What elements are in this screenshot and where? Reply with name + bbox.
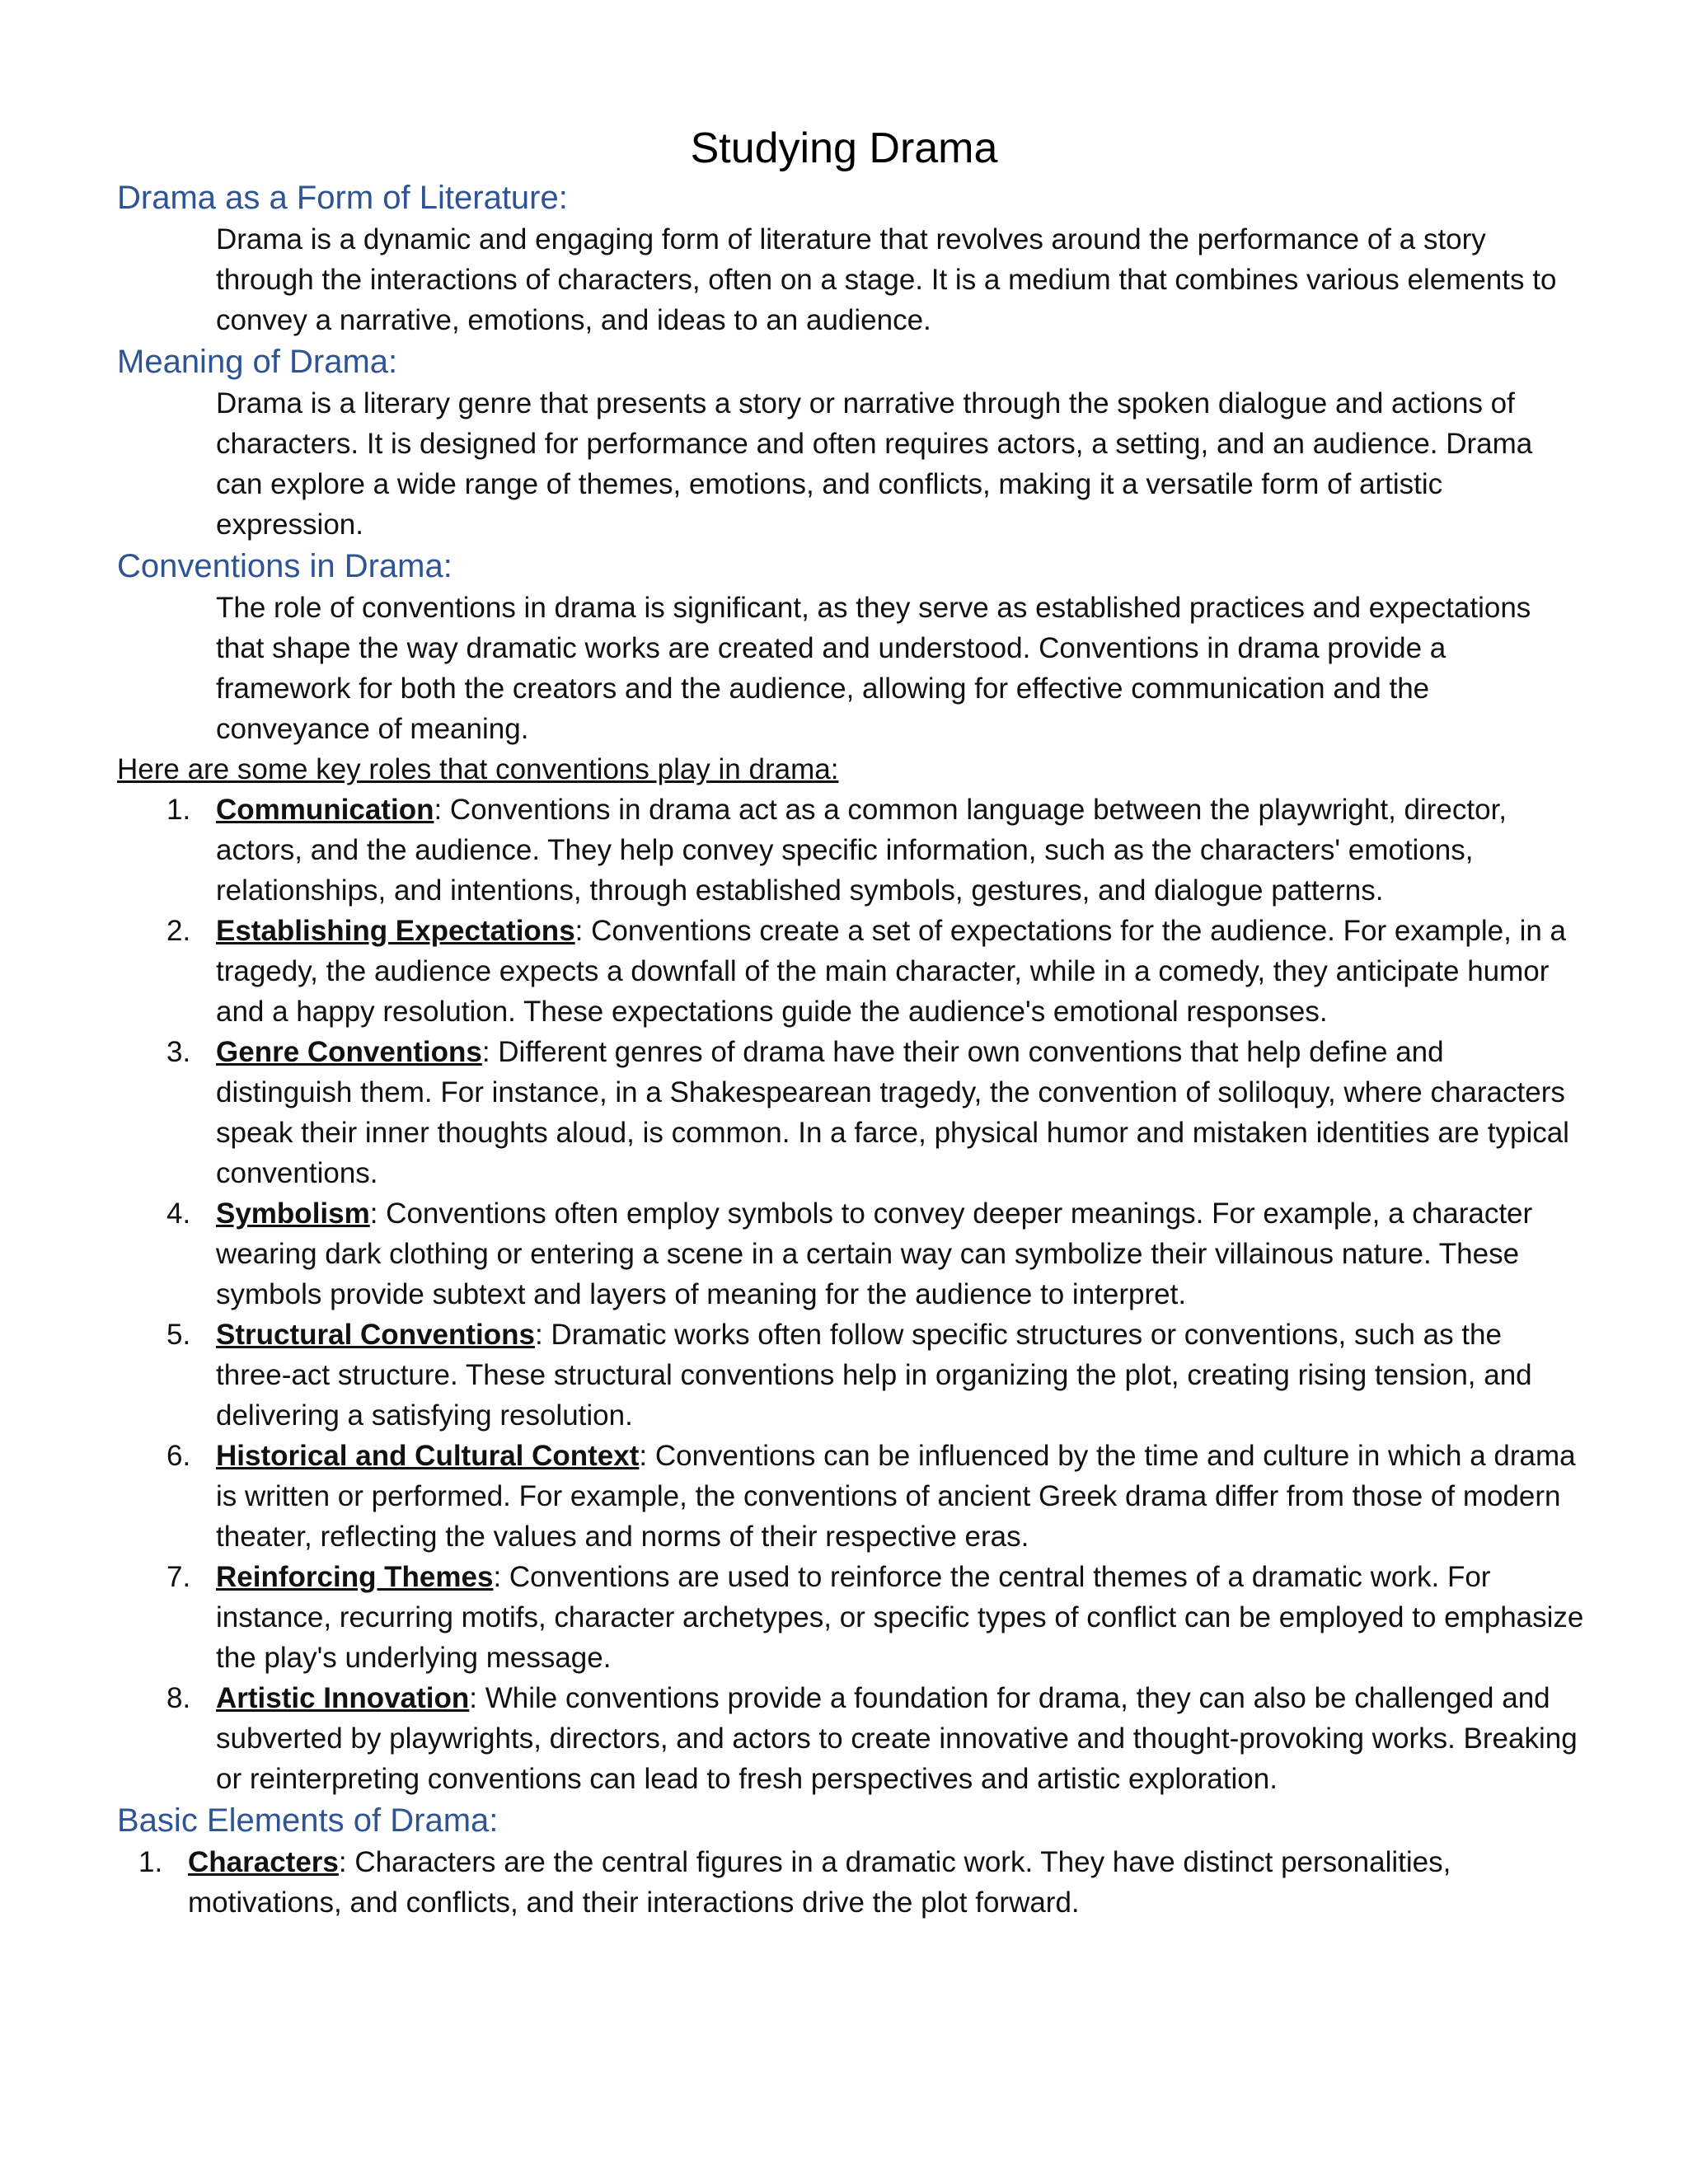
role-description: : Conventions often employ symbols to convey deeper meanings. For example, a character wearing dark clothing or entering a scene in a certain way can symbolize their villainous nature. These symbols provide subtext and layers of meaning for the audience to interpret. (216, 1197, 1533, 1310)
role-term: Communication (216, 794, 434, 826)
list-item (117, 1842, 1584, 1923)
roles-intro: Here are some key roles that conventions play in drama: (117, 753, 839, 785)
element-description: : Characters are the central figures in a dramatic work. They have distinct personalities, motivations, and conflicts, and their interactions drive the plot forward. (188, 1846, 1451, 1919)
list-item (117, 1315, 1584, 1436)
list-item (117, 790, 1584, 911)
role-description: : Conventions can be influenced by the time and culture in which a drama is written or performed. For example, the conventions of ancient Greek drama differ from those of modern theater, reflecting the values and norms of their respective eras. (216, 1440, 1576, 1553)
heading-elements: Basic Elements of Drama: (117, 1802, 499, 1839)
role-term: Structural Conventions (216, 1319, 535, 1351)
role-description: : Conventions create a set of expectations for the audience. For example, in a tragedy, the audience expects a downfall of the main character, while in a comedy, they anticipate humor and a happy resolution. These expectations guide the audience's emotional responses. (216, 915, 1567, 1028)
conventions-roles-list (117, 790, 1584, 1799)
role-term: Artistic Innovation (216, 1682, 470, 1714)
role-description: : Conventions are used to reinforce the central themes of a dramatic work. For instance, recurring motifs, character archetypes, or specific types of conflict can be employed to emphasize the play's underlying message. (216, 1561, 1584, 1674)
list-number: 1. (166, 794, 191, 826)
role-description: : Dramatic works often follow specific structures or conventions, such as the three-act structure. These structural conventions help in organizing the plot, creating rising tension, and delivering a satisfying resolution. (216, 1319, 1532, 1432)
document-body (117, 176, 1584, 1923)
list-item (117, 1032, 1584, 1193)
list-item (117, 1193, 1584, 1315)
element-term: Characters (188, 1846, 339, 1878)
role-description: : Conventions in drama act as a common language between the playwright, director, actors, and the audience. They help convey specific information, such as the characters' emotions, relationships, and intentions, through established symbols, gestures, and dialogue patterns. (216, 794, 1507, 907)
list-number: 4. (166, 1197, 191, 1230)
list-item (117, 1678, 1584, 1799)
paragraph-conventions: The role of conventions in drama is significant, as they serve as established practices and expectations that shape the way dramatic works are created and understood. Conventions in drama provide a framework for both the creators and the audience, allowing for effective communication and the conveyance of meaning. (216, 592, 1531, 745)
role-description: : Different genres of drama have their own conventions that help define and distinguish them. For instance, in a Shakespearean tragedy, the convention of soliloquy, where characters speak their inner thoughts aloud, is common. In a farce, physical humor and mistaken identities are typical conventions. (216, 1036, 1569, 1189)
list-number: 3. (166, 1036, 191, 1068)
paragraph-literature: Drama is a dynamic and engaging form of literature that revolves around the performance of a story through the interactions of characters, often on a stage. It is a medium that combines various elements to convey a narrative, emotions, and ideas to an audience. (216, 223, 1557, 336)
role-term: Historical and Cultural Context (216, 1440, 640, 1472)
list-number: 1. (138, 1846, 163, 1878)
role-description: : While conventions provide a foundation for drama, they can also be challenged and subverted by playwrights, directors, and actors to create innovative and thought-provoking works. Breaking or reinterpreting conventions can lead to fresh perspectives and artistic exploration. (216, 1682, 1578, 1795)
heading-literature: Drama as a Form of Literature: (117, 180, 568, 216)
list-item (117, 911, 1584, 1032)
role-term: Reinforcing Themes (216, 1561, 494, 1593)
elements-list (117, 1842, 1584, 1923)
role-term: Genre Conventions (216, 1036, 482, 1068)
list-number: 7. (166, 1561, 191, 1593)
list-number: 6. (166, 1440, 191, 1472)
heading-meaning: Meaning of Drama: (117, 344, 398, 380)
list-item (117, 1436, 1584, 1557)
role-term: Establishing Expectations (216, 915, 575, 947)
list-item (117, 1557, 1584, 1678)
list-number: 2. (166, 915, 191, 947)
list-number: 5. (166, 1319, 191, 1351)
page-title: Studying Drama (690, 124, 998, 172)
role-term: Symbolism (216, 1197, 370, 1230)
list-number: 8. (166, 1682, 191, 1714)
paragraph-meaning: Drama is a literary genre that presents a story or narrative through the spoken dialogue and actions of characters. It is designed for performance and often requires actors, a setting, and an audience. Drama can explore a wide range of themes, emotions, and conflicts, making it a versatile form of artistic expression. (216, 387, 1533, 541)
heading-conventions: Conventions in Drama: (117, 548, 452, 584)
